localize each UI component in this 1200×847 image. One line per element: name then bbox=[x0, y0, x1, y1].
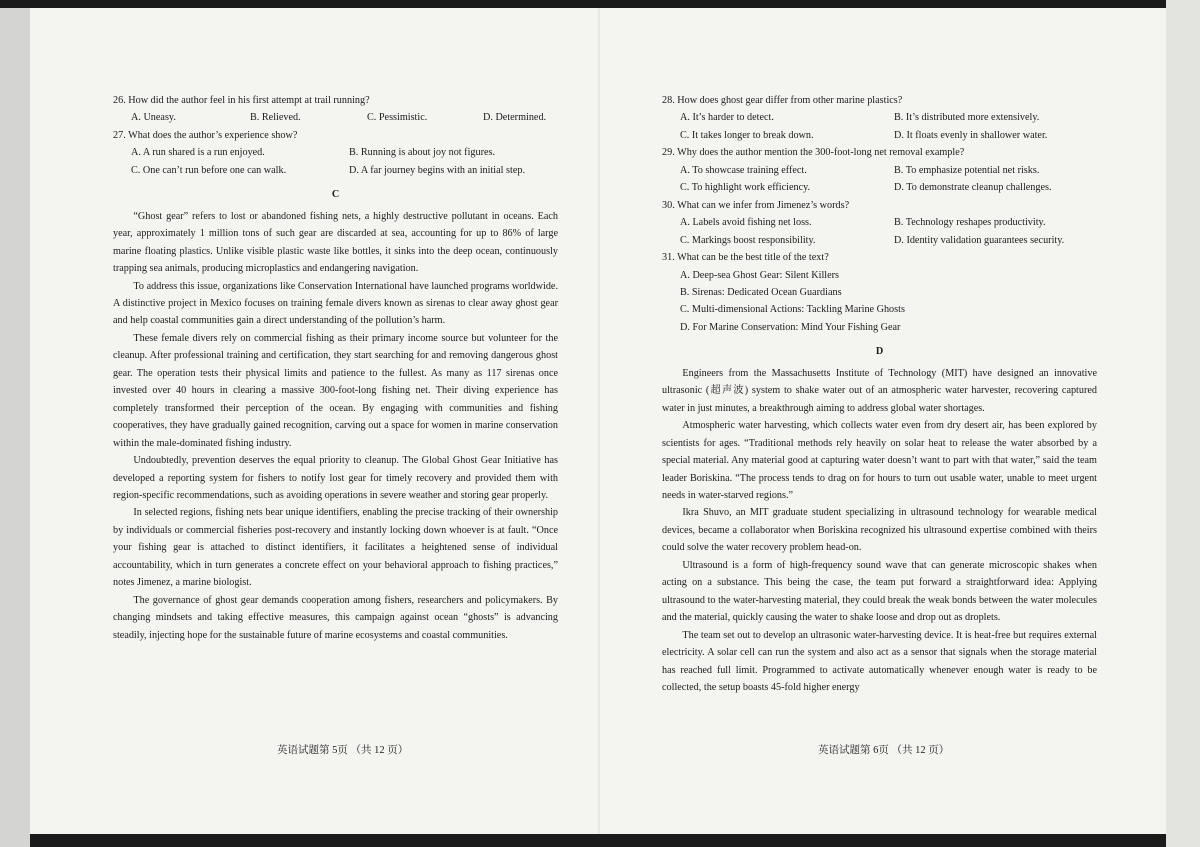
question-stem: 30. What can we infer from Jimenez’s words? bbox=[662, 199, 850, 211]
passage-paragraph: In selected regions, fishing nets bear unique identifiers, enabling the precise tracking of their ownership by individuals or commercial fisheries post-recovery and instantly locking down whoever is at fault. “Once your fishing gear is attached to distinct identifiers, it facilitates a heightened sense of individual accountability, which in turn generates a concrete effect on your behavioral approach to fishing practices,” notes Jimenez, a marine biologist. bbox=[113, 507, 558, 589]
option: D. Determined. bbox=[483, 112, 547, 124]
question-options bbox=[662, 232, 1097, 249]
option: D. A far journey begins with an initial step. bbox=[349, 164, 525, 176]
option: C. One can’t run before one can walk. bbox=[131, 164, 287, 176]
option: D. Identity validation guarantees security. bbox=[894, 234, 1065, 246]
option: C. Pessimistic. bbox=[367, 112, 428, 124]
passage-paragraph: “Ghost gear” refers to lost or abandoned fishing nets, a highly destructive pollutant in oceans. Each year, approximately 1 million tons of such gear are discarded at sea, accounting for up to 86% of large marine floating plastics. Unlike visible plastic waste like bottles, it sinks into the deep ocean, continuously trapping sea animals, producing microplastics and endangering navigation. bbox=[113, 210, 558, 275]
passage-paragraph: Engineers from the Massachusetts Institute of Technology (MIT) have designed an innovative ultrasonic (超声波) system to shake water out of an atmospheric water harvester, recovering captured water in just minutes, a breakthrough aiming to address global water shortages. bbox=[662, 367, 1097, 414]
scan-top-edge bbox=[0, 0, 1200, 8]
question-options bbox=[113, 162, 558, 179]
option: C. Multi-dimensional Actions: Tackling Marine Ghosts bbox=[680, 304, 905, 316]
question-options bbox=[662, 162, 1097, 179]
option: A. Labels avoid fishing net loss. bbox=[680, 217, 812, 229]
option: B. Sirenas: Dedicated Ocean Guardians bbox=[680, 286, 842, 298]
scan-right-margin bbox=[1166, 0, 1200, 847]
question-stem: 27. What does the author’s experience show? bbox=[113, 129, 298, 141]
option: C. Markings boost responsibility. bbox=[680, 234, 816, 246]
right-page bbox=[662, 92, 1097, 696]
question-stem: 29. Why does the author mention the 300-foot-long net removal example? bbox=[662, 147, 965, 159]
option: B. To emphasize potential net risks. bbox=[894, 164, 1040, 176]
question-stem: 31. What can be the best title of the text? bbox=[662, 252, 829, 264]
page-footer: 英语试题第 5页 （共 12 页） bbox=[277, 745, 409, 756]
option: D. It floats evenly in shallower water. bbox=[894, 129, 1048, 141]
question-options bbox=[662, 109, 1097, 126]
passage-paragraph: Ultrasound is a form of high-frequency sound wave that can generate microscopic shakes when acting on a substance. This being the case, the team put forward a straightforward idea: Applying ultrasound to the water-harvesting material, they could break the weak bonds between the water molecules and the material, quickly causing the water to shake loose and drop out as droplets. bbox=[662, 559, 1097, 624]
section-label: D bbox=[875, 346, 884, 358]
page-footer: 英语试题第 6页 （共 12 页） bbox=[818, 745, 950, 756]
passage-paragraph: The governance of ghost gear demands cooperation among fishers, researchers and policymakers. By changing mindsets and taking effective measures, this campaign against ocean “ghosts” is advancing steadily, injecting hope for the sustainable future of marine ecosystems and coastal communities. bbox=[113, 594, 558, 641]
option: B. Relieved. bbox=[250, 112, 301, 124]
option: A. Uneasy. bbox=[131, 112, 176, 124]
passage-paragraph: To address this issue, organizations like Conservation International have launched programs worldwide. A distinctive project in Mexico focuses on training female divers known as sirenas to clear away ghost gear and help coastal communities gain a direct understanding of the pollution’s harm. bbox=[113, 280, 558, 327]
question-options bbox=[662, 127, 1097, 144]
option: A. To showcase training effect. bbox=[680, 164, 807, 176]
left-page bbox=[113, 92, 558, 644]
option: A. Deep-sea Ghost Gear: Silent Killers bbox=[680, 269, 839, 281]
scan-bottom-edge bbox=[30, 834, 1166, 847]
question-stem: 26. How did the author feel in his first attempt at trail running? bbox=[113, 95, 370, 106]
option: C. To highlight work efficiency. bbox=[680, 182, 811, 194]
passage-paragraph: The team set out to develop an ultrasonic water-harvesting device. It is heat-free but requires external electricity. A solar cell can run the system and also act as a sensor that signals when the storage material has reached full limit. Programmed to activate automatically whenever enough water is ready to be collected, the setup boasts 45-fold higher energy bbox=[662, 629, 1097, 693]
section-label: C bbox=[331, 189, 340, 201]
option: A. A run shared is a run enjoyed. bbox=[131, 147, 265, 159]
option: D. For Marine Conservation: Mind Your Fishing Gear bbox=[680, 321, 901, 333]
option: D. To demonstrate cleanup challenges. bbox=[894, 182, 1052, 194]
passage-paragraph: Undoubtedly, prevention deserves the equal priority to cleanup. The Global Ghost Gear Initiative has developed a reporting system for fishers to notify lost gear for timely recovery and provided them with region-specific recommendations, such as avoiding operations in severe weather and storing gear properly. bbox=[113, 455, 558, 501]
question-options bbox=[113, 144, 558, 161]
option: B. Technology reshapes productivity. bbox=[894, 217, 1046, 229]
option: A. It’s harder to detect. bbox=[680, 112, 774, 124]
option: C. It takes longer to break down. bbox=[680, 129, 814, 141]
question-options bbox=[662, 179, 1097, 196]
passage-paragraph: Atmospheric water harvesting, which collects water even from dry desert air, has been explored by scientists for ages. “Traditional methods rely heavily on solar heat to release the water absorbed by a special material. Any material good at capturing water doesn’t want to part with that water,” said the team leader Boriskina. “The process tends to drag on for hours to turn out usable water, unable to meet urgent needs in water-starved regions.” bbox=[662, 420, 1097, 501]
option: B. It’s distributed more extensively. bbox=[894, 112, 1040, 124]
page-fold bbox=[598, 8, 600, 834]
question-options bbox=[113, 109, 558, 126]
passage-paragraph: These female divers rely on commercial fishing as their primary income source but volunteer for the cleanup. After professional training and certification, they start searching for and removing dangerous ghost gear. The operation tests their physical limits and patience to the fullest. As many as 117 sirenas once invested over 40 hours in clearing a massive 300-foot-long fishing net. Their diving experience has completely transformed their perception of the ocean. By engaging with communities and fishing cooperatives, they have gradually gained recognition, carving out a space for women in marine conservation within the male-dominated fishing industry. bbox=[113, 332, 558, 449]
option: B. Running is about joy not figures. bbox=[349, 147, 496, 159]
question-options bbox=[662, 214, 1097, 231]
passage-paragraph: Ikra Shuvo, an MIT graduate student specializing in ultrasound technology for wearable medical devices, became a collaborator when Boriskina recognized his ultrasound expertise combined with theirs could solve the water recovery problem head-on. bbox=[662, 507, 1097, 554]
question-stem: 28. How does ghost gear differ from other marine plastics? bbox=[662, 95, 903, 106]
